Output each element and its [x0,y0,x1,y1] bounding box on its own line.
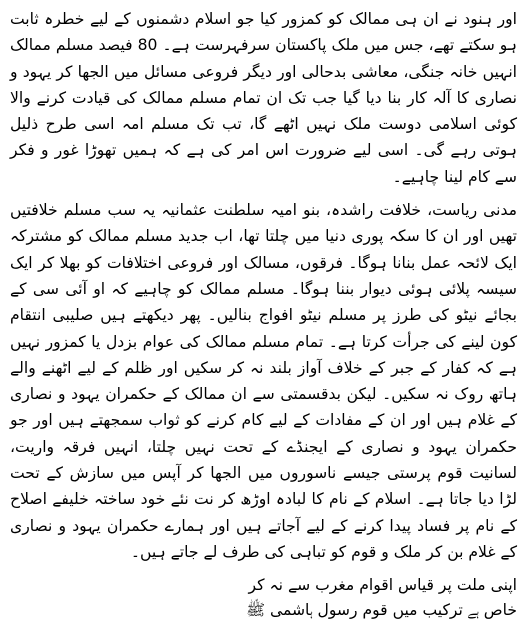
paragraph-two: مدنی ریاست، خلافت راشدہ، بنو امیہ سلطنت عثمانیہ یہ سب مسلم خلافتیں تھیں اور ان کا سکہ پوری دنیا میں چلتا تھا، اب جدید مسلم ممالک کو مشترکہ ایک لائحہ عمل بنانا ہوگا۔ فرقوں، مسالک اور فروعی اختلافات کو بھلا کر ایک سیسہ پلائی ہوئی دیوار بننا ہوگا۔ مسلم ممالک کو چاہیے کہ او آئی سی کے بجائے نیٹو کی طرز پر مسلم نیٹو افواج بنالیں۔ پھر دیکھتے ہیں صلیبی انتقام کون لینے کی جرأت کرتا ہے۔ تمام مسلم ممالک کی عوام بزدل یا کمزور نہیں ہے کہ کفار کے جبر کے خلاف آواز بلند نہ کر سکیں اور ظلم کے لیے اٹھنے والے ہاتھ روک نہ سکیں۔ لیکن بدقسمتی سے ان ممالک کے حکمران یہود و نصاری کے غلام ہیں اور ان کے مفادات کے لیے کام کرنے کو ثواب سمجھتے ہیں اور جو حکمران یہود و نصاری کے ایجنڈے کے تحت نہیں چلتا، انہیں فرقہ واریت، لسانیت قوم پرستی جیسے ناسوروں میں الجھا کر آپس میں سازش کے تحت لڑا دیا جاتا ہے۔ اسلام کے نام کا لبادہ اوڑھ کر نت نئے خود ساختہ خلیفے اصلاح کے نام پر فساد پیدا کرنے کے لیے آجاتے ہیں اور ہمارے حکمران یہود و نصاری کے غلام بن کر ملک و قوم کو تباہی کی طرف لے جاتے ہیں۔ [10,201,517,561]
verse-line-first: اپنی ملت پر قیاس اقوام مغرب سے نہ کر [248,576,517,595]
paragraph-one: اور ہنود نے ان ہی ممالک کو کمزور کیا جو اسلام دشمنوں کے لیے خطرہ ثابت ہو سکتے تھے، جس میں ملک پاکستان سرفہرست ہے۔ 80 فیصد مسلم ممالک انہیں خانہ جنگی، معاشی بدحالی اور دیگر فروعی مسائل میں الجھا کر یہود و نصاری کا آلہ کار بنا دیا گیا جب تک ان تمام مسلم ممالک کی قیادت کرنے والا کوئی اسلامی دوست ملک نہیں اٹھے گا، تب تک مسلم امہ اسی طرح ذلیل ہوتی رہے گی۔ اسی لیے ضرورت اس امر کی ہے کہ ہمیں تھوڑا غور و فکر سے کام لینا چاہیے۔ [10,10,518,186]
poetry-couplet [10,573,517,623]
verse-line-second: خاص ہے ترکیب میں قوم رسول ہاشمی ﷺ [246,601,517,620]
